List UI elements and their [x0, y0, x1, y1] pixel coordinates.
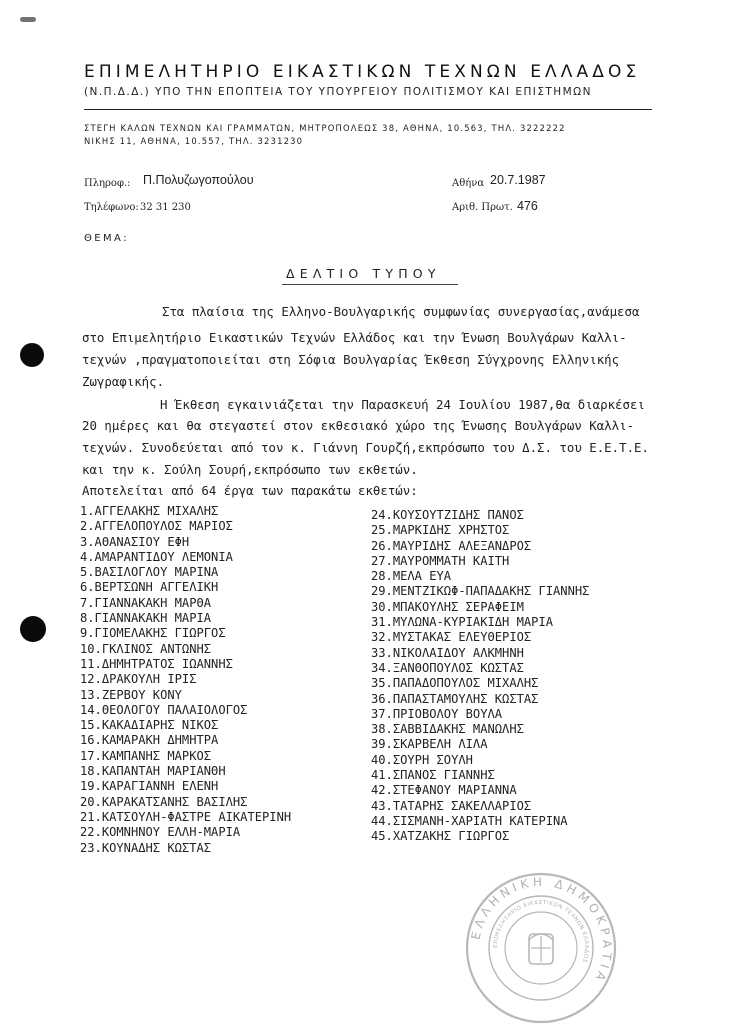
list-item: 26.ΜΑΥΡΙΔΗΣ ΑΛΕΞΑΝΔΡΟΣ [371, 538, 532, 553]
phone-value: 32 31 230 [140, 202, 191, 213]
list-item: 13.ΖΕΡΒΟΥ ΚΟΝΥ [80, 687, 182, 702]
list-item: 3.ΑΘΑΝΑΣΙΟΥ ΕΦΗ [80, 534, 190, 549]
title-underline [282, 284, 458, 285]
list-item: 27.ΜΑΥΡΟΜΜΑΤΗ ΚΑΙΤΗ [371, 553, 510, 568]
list-item: 30.ΜΠΑΚΟΥΛΗΣ ΣΕΡΑΦΕΙΜ [371, 599, 524, 614]
official-seal-stamp [463, 870, 619, 1026]
hole-punch-mark [20, 343, 44, 367]
body-line: τεχνών ,πραγματοποιείται στη Σόφια Βουλγαρίας Έκθεση Σύγχρονης Ελληνικής [82, 352, 620, 367]
list-item: 29.ΜΕΝΤΖΙΚΩΦ-ΠΑΠΑΔΑΚΗΣ ΓΙΑΝΝΗΣ [371, 584, 590, 599]
organization-subtitle: (Ν.Π.Δ.Δ.) ΥΠΟ ΤΗΝ ΕΠΟΠΤΕΙΑ ΤΟΥ ΥΠΟΥΡΓΕΙΟΥ ΠΟΛΙΤΙΣΜΟΥ ΚΑΙ ΕΠΙΣΤΗΜΩΝ [84, 86, 592, 98]
list-item: 22.ΚΟΜΝΗΝΟΥ ΕΛΛΗ-ΜΑΡΙΑ [80, 825, 241, 840]
info-value: Π.Πολυζωγοπούλου [143, 173, 254, 187]
list-item: 35.ΠΑΠΑΔΟΠΟΥΛΟΣ ΜΙΧΑΛΗΣ [371, 676, 539, 691]
list-item: 28.ΜΕΛΑ ΕΥΑ [371, 569, 452, 584]
date-value: 20.7.1987 [490, 173, 546, 187]
list-item: 31.ΜΥΛΩΝΑ-ΚΥΡΙΑΚΙΔΗ ΜΑΡΙΑ [371, 615, 554, 630]
list-item: 9.ΓΙΟΜΕΛΑΚΗΣ ΓΙΩΡΓΟΣ [80, 626, 226, 641]
place-label: Αθήνα [452, 178, 485, 189]
stamp-ring-text: ΕΛΛΗΝΙΚΗ ΔΗΜΟΚΡΑΤΙΑ [468, 874, 615, 987]
body-line: Η Έκθεση εγκαινιάζεται την Παρασκευή 24 Ιουλίου 1987,θα διαρκέσει [160, 397, 645, 412]
list-item: 5.ΒΑΣΙΛΟΓΛΟΥ ΜΑΡΙΝΑ [80, 565, 219, 580]
list-item: 44.ΣΙΣΜΑΝΗ-ΧΑΡΙΑΤΗ ΚΑΤΕΡΙΝΑ [371, 813, 568, 828]
list-item: 42.ΣΤΕΦΑΝΟΥ ΜΑΡΙΑΝΝΑ [371, 783, 517, 798]
list-item: 8.ΓΙΑΝΝΑΚΑΚΗ ΜΑΡΙΑ [80, 611, 212, 626]
list-item: 23.ΚΟΥΝΑΔΗΣ ΚΩΣΤΑΣ [80, 840, 212, 855]
list-item: 11.ΔΗΜΗΤΡΑΤΟΣ ΙΩΑΝΝΗΣ [80, 656, 233, 671]
list-item: 39.ΣΚΑΡΒΕΛΗ ΛΙΛΑ [371, 737, 488, 752]
list-item: 4.ΑΜΑΡΑΝΤΙΔΟΥ ΛΕΜΟΝΙΑ [80, 549, 233, 564]
list-item: 12.ΔΡΑΚΟΥΛΗ ΙΡΙΣ [80, 672, 197, 687]
body-line: Ζωγραφικής. [82, 374, 165, 389]
list-item: 14.ΘΕΟΛΟΓΟΥ ΠΑΛΑΙΟΛΟΓΟΣ [80, 702, 248, 717]
artists-list-left [80, 504, 291, 856]
body-line: τεχνών. Συνοδεύεται από τον κ. Γιάννη Γουρζή,εκπρόσωπο του Δ.Σ. του Ε.Ε.Τ.Ε. [82, 440, 649, 455]
list-item: 43.ΤΑΤΑΡΗΣ ΣΑΚΕΛΛΑΡΙΟΣ [371, 798, 532, 813]
list-item: 33.ΝΙΚΟΛΑΙΔΟΥ ΑΛΚΜΗΝΗ [371, 645, 524, 660]
list-item: 16.ΚΑΜΑΡΑΚΗ ΔΗΜΗΤΡΑ [80, 733, 219, 748]
list-item: 32.ΜΥΣΤΑΚΑΣ ΕΛΕΥΘΕΡΙΟΣ [371, 630, 532, 645]
body-line: Στα πλαίσια της Ελληνο-Βουλγαρικής συμφωνίας συνεργασίας,ανάμεσα [162, 304, 640, 319]
list-item: 34.ΞΑΝΘΟΠΟΥΛΟΣ ΚΩΣΤΑΣ [371, 660, 524, 675]
list-item: 1.ΑΓΓΕΛΑΚΗΣ ΜΙΧΑΛΗΣ [80, 504, 219, 518]
stamp-inner-text: ΕΠΙΜΕΛΗΤΗΡΙΟ ΕΙΚΑΣΤΙΚΩΝ ΤΕΧΝΩΝ ΕΛΛΑΔΟΣ [492, 899, 590, 964]
list-item: 19.ΚΑΡΑΓΙΑΝΝΗ ΕΛΕΝΗ [80, 779, 219, 794]
list-item: 20.ΚΑΡΑΚΑΤΣΑΝΗΣ ΒΑΣΙΛΗΣ [80, 794, 248, 809]
list-item: 41.ΣΠΑΝΟΣ ΓΙΑΝΝΗΣ [371, 768, 495, 783]
list-item: 17.ΚΑΜΠΑΝΗΣ ΜΑΡΚΟΣ [80, 748, 212, 763]
body-line: Αποτελείται από 64 έργα των παρακάτω εκθετών: [82, 483, 418, 498]
hole-punch-mark [20, 616, 46, 642]
list-item: 24.ΚΟΥΣΟΥΤΖΙΔΗΣ ΠΑΝΟΣ [371, 508, 524, 522]
address-line-2: ΝΙΚΗΣ 11, ΑΘΗΝΑ, 10.557, ΤΗΛ. 3231230 [84, 136, 304, 146]
header-divider [84, 109, 652, 110]
list-item: 36.ΠΑΠΑΣΤΑΜΟΥΛΗΣ ΚΩΣΤΑΣ [371, 691, 539, 706]
list-item: 15.ΚΑΚΑΔΙΑΡΗΣ ΝΙΚΟΣ [80, 718, 219, 733]
body-line: στο Επιμελητήριο Εικαστικών Τεχνών Ελλάδος και την Ένωση Βουλγάρων Καλλι- [82, 330, 627, 345]
list-item: 10.ΓΚΛΙΝΟΣ ΑΝΤΩΝΗΣ [80, 641, 212, 656]
list-item: 37.ΠΡΙΟΒΟΛΟΥ ΒΟΥΛΑ [371, 706, 503, 721]
document-title: ΔΕΛΤΙΟ ΤΥΠΟΥ [286, 266, 441, 281]
body-line: και την κ. Σούλη Σουρή,εκπρόσωπο των εκθετών. [82, 462, 418, 477]
scan-speck [20, 17, 36, 22]
address-line-1: ΣΤΕΓΗ ΚΑΛΩΝ ΤΕΧΝΩΝ ΚΑΙ ΓΡΑΜΜΑΤΩΝ, ΜΗΤΡΟΠΟΛΕΩΣ 38, ΑΘΗΝΑ, 10.563, ΤΗΛ. 3222222 [84, 123, 566, 133]
list-item: 7.ΓΙΑΝΝΑΚΑΚΗ ΜΑΡΘΑ [80, 595, 212, 610]
list-item: 38.ΣΑΒΒΙΔΑΚΗΣ ΜΑΝΩΛΗΣ [371, 722, 524, 737]
protocol-label: Αριθ. Πρωτ. [452, 202, 513, 213]
protocol-value: 476 [517, 199, 538, 213]
list-item: 18.ΚΑΠΑΝΤΑΗ ΜΑΡΙΑΝΘΗ [80, 764, 226, 779]
theme-label: ΘΕΜΑ: [84, 233, 130, 244]
body-line: 20 ημέρες και θα στεγαστεί στον εκθεσιακό χώρο της Ένωσης Βουλγάρων Καλλι- [82, 418, 635, 433]
info-label: Πληροφ.: [84, 178, 131, 189]
list-item: 25.ΜΑΡΚΙΔΗΣ ΧΡΗΣΤΟΣ [371, 523, 510, 538]
organization-name: ΕΠΙΜΕΛΗΤΗΡΙΟ ΕΙΚΑΣΤΙΚΩΝ ΤΕΧΝΩΝ ΕΛΛΑΔΟΣ [84, 62, 641, 82]
artists-list-right [371, 508, 589, 845]
list-item: 45.ΧΑΤΖΑΚΗΣ ΓΙΩΡΓΟΣ [371, 829, 510, 844]
list-item: 40.ΣΟΥΡΗ ΣΟΥΛΗ [371, 752, 473, 767]
list-item: 6.ΒΕΡΤΣΩΝΗ ΑΓΓΕΛΙΚΗ [80, 580, 219, 595]
list-item: 21.ΚΑΤΣΟΥΛΗ-ΦΑΣΤΡΕ ΑΙΚΑΤΕΡΙΝΗ [80, 809, 292, 824]
phone-label: Τηλέφωνο: [84, 202, 139, 213]
list-item: 2.ΑΓΓΕΛΟΠΟΥΛΟΣ ΜΑΡΙΟΣ [80, 519, 233, 534]
